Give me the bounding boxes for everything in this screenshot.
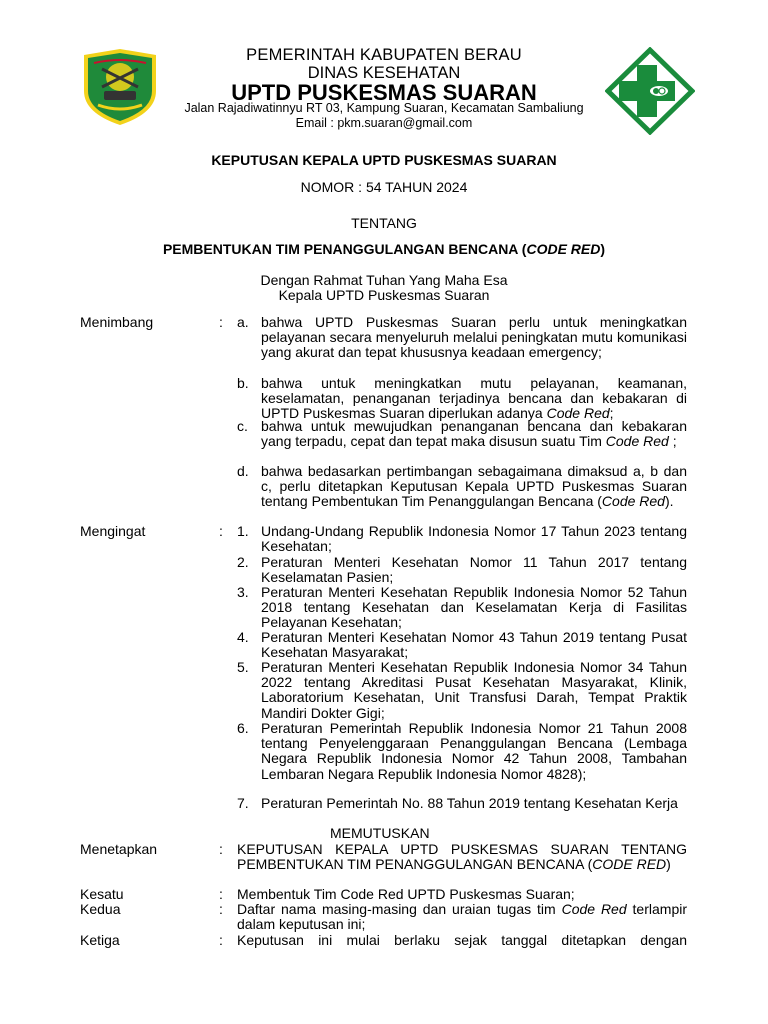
menimbang-colon: : — [219, 314, 223, 330]
list-item-text: Peraturan Menteri Kesehatan Republik Indonesia Nomor 52 Tahun 2018 tentang Kesehatan dan Keselamatan Kerja di Fasilitas Pelayanan Kesehatan; — [261, 584, 687, 631]
list-marker: 5. — [237, 659, 249, 675]
list-marker: a. — [237, 314, 249, 330]
menimbang-item-d — [237, 464, 687, 510]
blessing-block — [0, 273, 768, 303]
list-marker: 1. — [237, 523, 249, 539]
memutuskan-heading: MEMUTUSKAN — [330, 825, 430, 841]
list-item-text: bahwa UPTD Puskesmas Suaran perlu untuk meningkatkan pelayanan secara menyeluruh melalui peningkatan mutu komunikasi yang akurat dan tepat khususnya keadaan emergency; — [261, 314, 687, 361]
list-item-text: bahwa untuk meningkatkan mutu pelayanan, keamanan, keselamatan, penanganan terjadinya bencana dan kebakaran di UPTD Puskesmas Suaran diperlukan adanya Code Red; — [261, 375, 687, 422]
mengingat-item-1 — [237, 524, 687, 554]
ketiga-label: Ketiga — [80, 932, 120, 948]
list-item-text: Peraturan Menteri Kesehatan Republik Indonesia Nomor 34 Tahun 2022 tentang Akreditasi Pusat Kesehatan Masyarakat, Klinik, Laboratorium Kesehatan, Unit Transfusi Darah, Tempat Praktik Mandiri Dokter Gigi; — [261, 659, 687, 721]
list-item-text: Peraturan Pemerintah Republik Indonesia Nomor 21 Tahun 2008 tentang Penyelenggaraan Penanggulangan Bencana (Lembaga Negara Republik Indonesia Nomor 42 Tahun 2008, Tambahan Lembaran Negara Republik Indonesia Nomor 4828); — [261, 720, 687, 782]
kesatu-text: Membentuk Tim Code Red UPTD Puskesmas Suaran; — [237, 886, 575, 902]
mengingat-item-5 — [237, 660, 687, 721]
ketiga-text: Keputusan ini mulai berlaku sejak tanggal ditetapkan dengan — [237, 932, 687, 948]
ketiga-colon: : — [219, 932, 223, 948]
kedua-colon: : — [219, 901, 223, 917]
list-marker: c. — [237, 418, 248, 434]
head-line: Kepala UPTD Puskesmas Suaran — [278, 287, 490, 303]
blessing-line: Dengan Rahmat Tuhan Yang Maha Esa — [260, 272, 508, 288]
mengingat-label: Mengingat — [80, 523, 146, 539]
mengingat-colon: : — [219, 523, 223, 539]
kedua-text: Daftar nama masing-masing dan uraian tugas tim Code Red terlampir dalam keputusan ini; — [237, 901, 687, 933]
list-item-text: Undang-Undang Republik Indonesia Nomor 17 Tahun 2023 tentang Kesehatan; — [261, 523, 687, 555]
decree-title: KEPUTUSAN KEPALA UPTD PUSKESMAS SUARAN — [211, 152, 557, 168]
letterhead-government: PEMERINTAH KABUPATEN BERAU — [246, 46, 522, 64]
kesatu-colon: : — [219, 886, 223, 902]
list-marker: 7. — [237, 795, 249, 811]
list-marker: d. — [237, 463, 249, 479]
decree-number: NOMOR : 54 TAHUN 2024 — [300, 179, 468, 195]
mengingat-item-3 — [237, 585, 687, 631]
mengingat-item-7 — [237, 796, 687, 811]
list-marker: b. — [237, 375, 249, 391]
list-item-text: Peraturan Menteri Kesehatan Nomor 11 Tahun 2017 tentang Keselamatan Pasien; — [261, 554, 687, 586]
letterhead-institution: UPTD PUSKESMAS SUARAN — [231, 80, 537, 105]
about-heading: TENTANG — [351, 215, 417, 231]
menimbang-label: Menimbang — [80, 314, 154, 330]
menetapkan-colon: : — [219, 841, 223, 857]
kedua-label: Kedua — [80, 901, 121, 917]
list-marker: 4. — [237, 629, 249, 645]
menetapkan-text: KEPUTUSAN KEPALA UPTD PUSKESMAS SUARAN TENTANG PEMBENTUKAN TIM PENANGGULANGAN BENCANA (CODE RED) — [237, 841, 687, 873]
mengingat-item-2 — [237, 555, 687, 585]
mengingat-item-4 — [237, 630, 687, 660]
list-marker: 6. — [237, 720, 249, 736]
list-item-text: bahwa bedasarkan pertimbangan sebagaimana dimaksud a, b dan c, perlu ditetapkan Keputusan Kepala UPTD Puskesmas Suaran tentang Pembentukan Tim Penanggulangan Bencana (Code Red). — [261, 463, 687, 510]
letterhead-address: Jalan Rajadiwatinnyu RT 03, Kampung Suaran, Kecamatan Sambaliung — [184, 101, 584, 115]
list-item-text: bahwa untuk mewujudkan penanganan bencana dan kebakaran yang terpadu, cepat dan tepat maka disusun suatu Tim Code Red ; — [261, 418, 687, 450]
menimbang-item-b — [237, 376, 687, 422]
list-marker: 2. — [237, 554, 249, 570]
letterhead-department: DINAS KESEHATAN — [307, 64, 461, 82]
mengingat-item-6 — [237, 721, 687, 782]
list-item-text: Peraturan Pemerintah No. 88 Tahun 2019 tentang Kesehatan Kerja — [261, 795, 678, 811]
kesatu-label: Kesatu — [80, 886, 124, 902]
menimbang-item-a — [237, 315, 687, 361]
list-item-text: Peraturan Menteri Kesehatan Nomor 43 Tahun 2019 tentang Pusat Kesehatan Masyarakat; — [261, 629, 687, 661]
menimbang-item-c — [237, 419, 687, 449]
letterhead-email: Email : pkm.suaran@gmail.com — [295, 116, 473, 130]
decree-subject: PEMBENTUKAN TIM PENANGGULANGAN BENCANA (CODE RED) — [162, 241, 606, 257]
list-marker: 3. — [237, 584, 249, 600]
menetapkan-label: Menetapkan — [80, 841, 158, 857]
